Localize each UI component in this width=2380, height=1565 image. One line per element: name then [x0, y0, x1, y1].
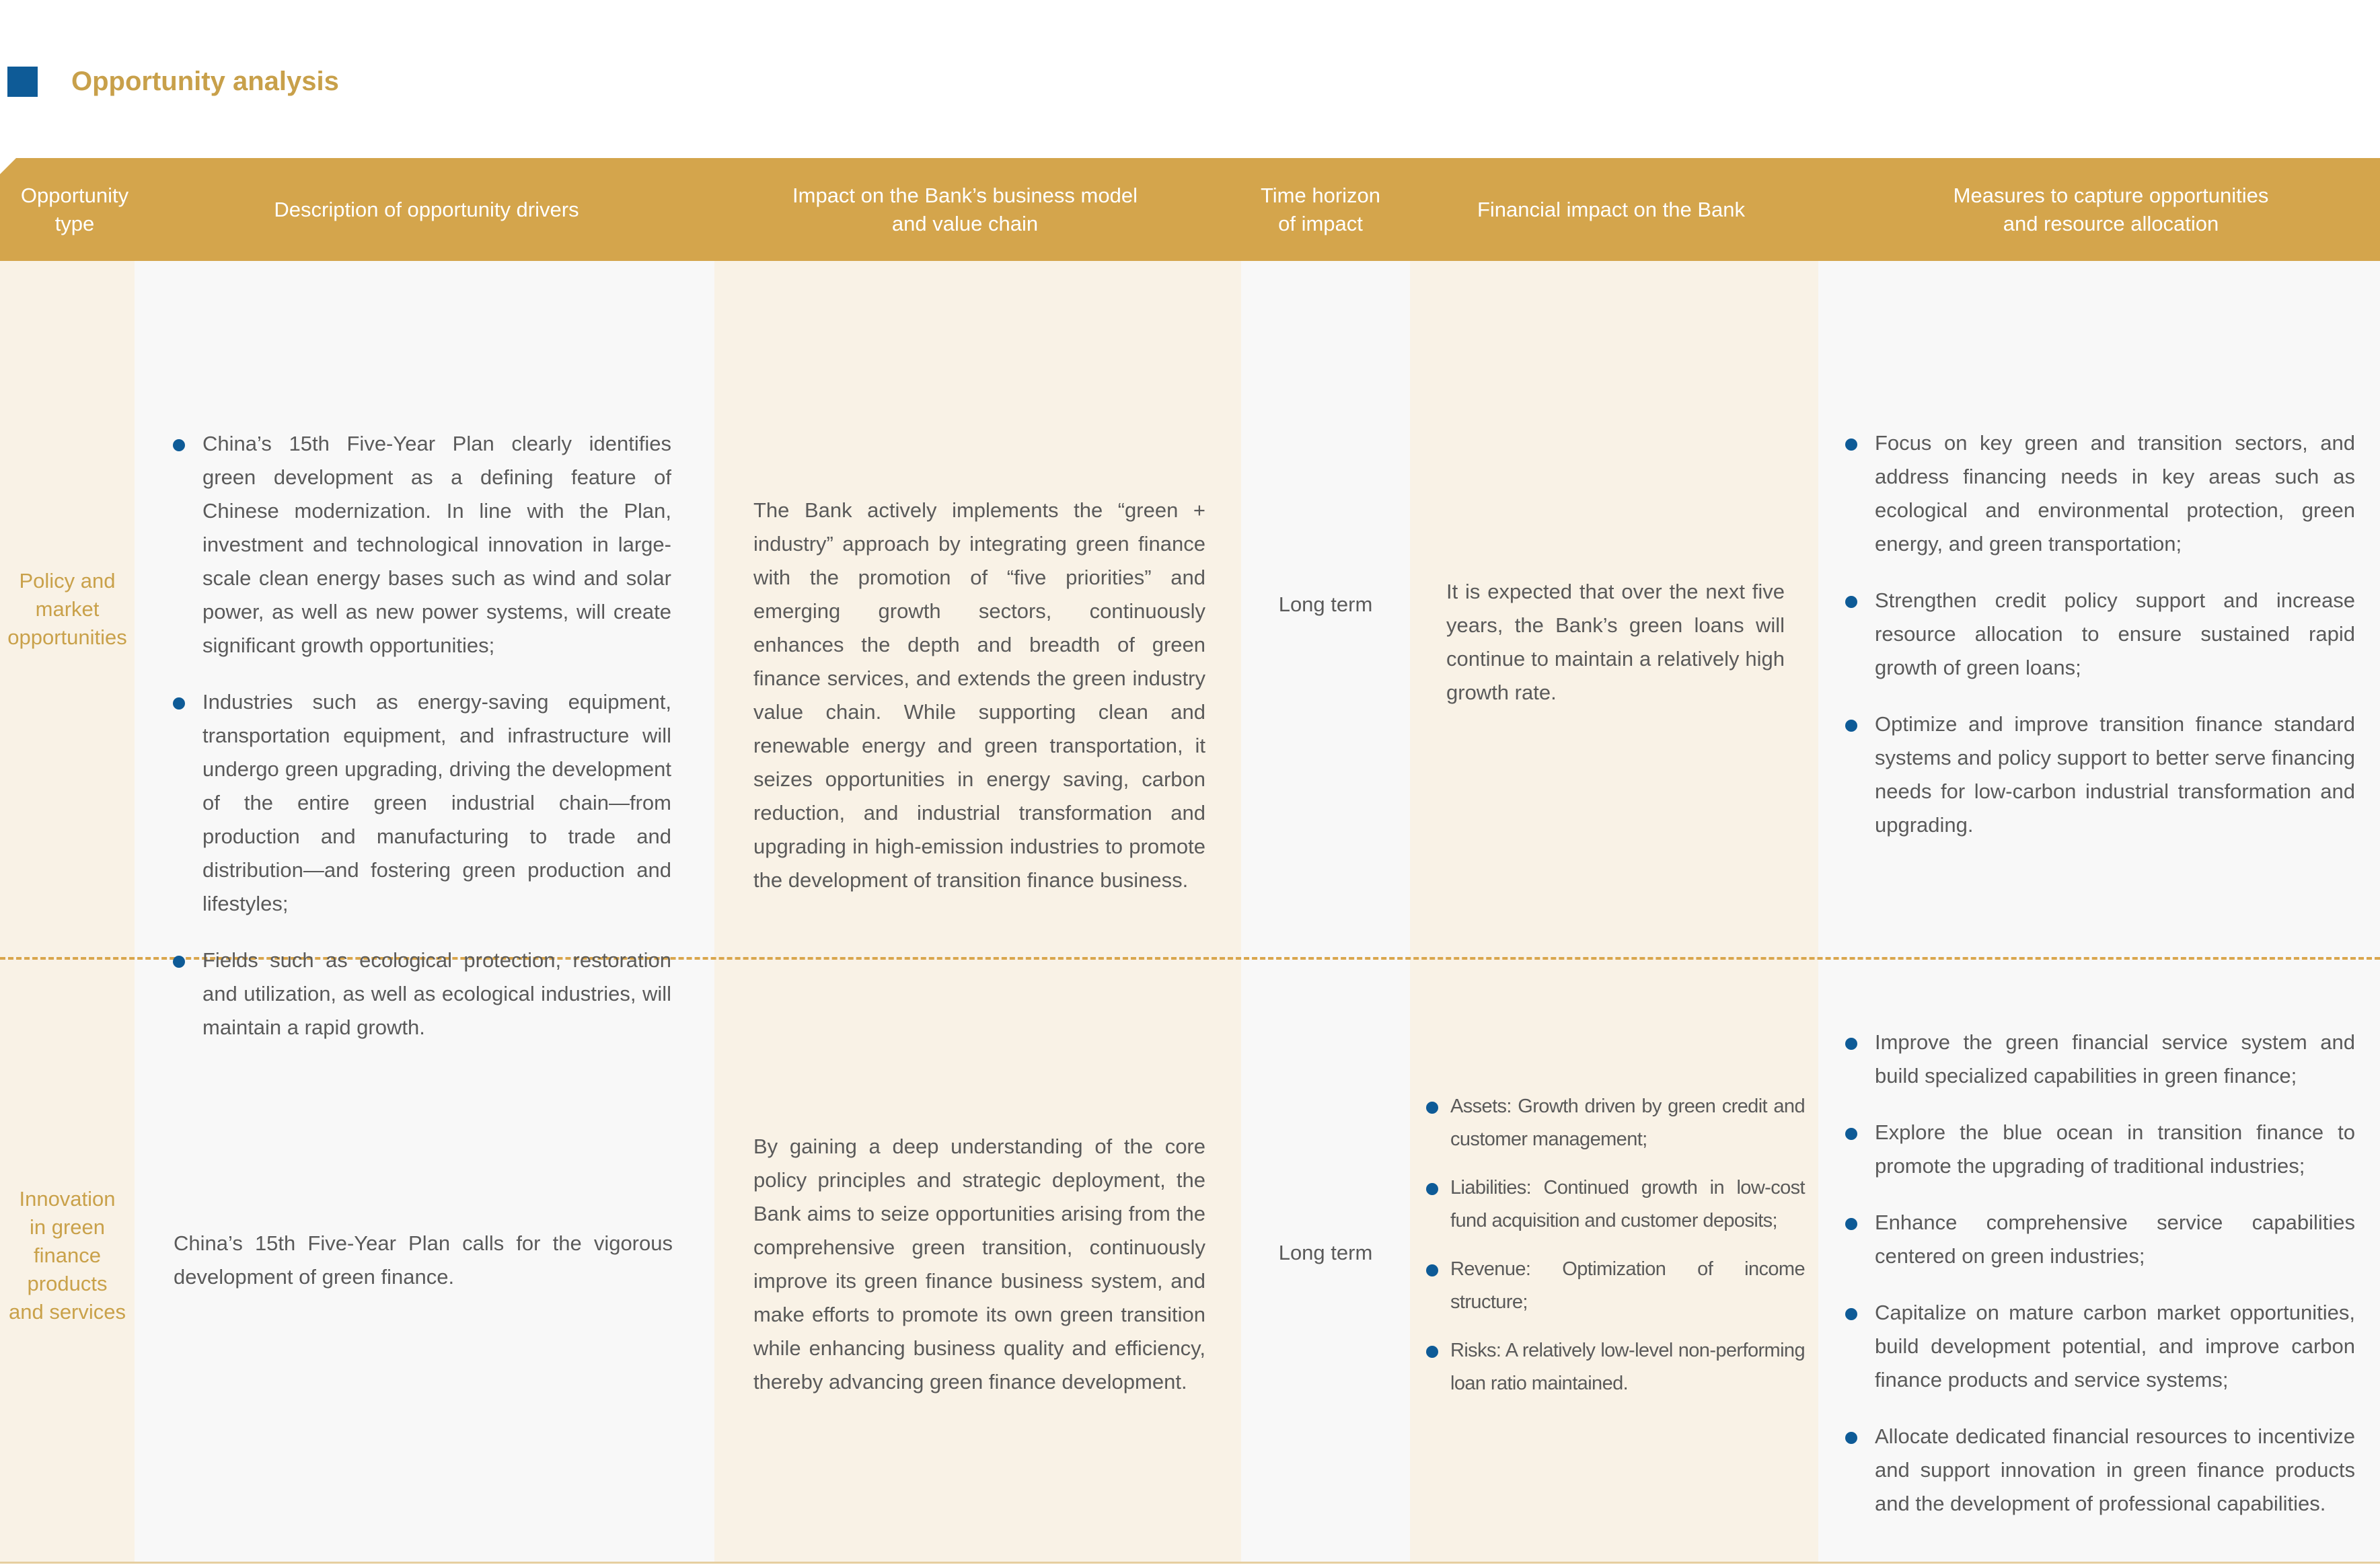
row2-horizon-cell [1241, 1237, 1410, 1269]
row2-impact-text: By gaining a deep understanding of the core policy principles and strategic deployment, the Bank aims to seize opportunities arising from the comprehensive green transition, continuously improve its green finance business system, and make efforts to promote its own green transition while enhancing business quality and efficiency, thereby advancing green finance development. [753, 1135, 1205, 1394]
row1-financial-cell [1446, 441, 1785, 844]
list-item: China’s 15th Five-Year Plan clearly identifies green development as a defining feature of Chinese modernization. In line with the Plan, investment and technological innovation in large-scale clean energy bases such as wind and solar power, as well as new power systems, will create significant growth opportunities; [172, 427, 671, 662]
bullet-icon [1426, 1183, 1438, 1195]
bullet-icon [1845, 1308, 1857, 1320]
list-item: Explore the blue ocean in transition finance to promote the upgrading of traditional industries; [1844, 1116, 2355, 1183]
list-item: Allocate dedicated financial resources to incentivize and support innovation in green finance products and the development of professional capabilities. [1844, 1420, 2355, 1521]
row2-drivers-cell [174, 1223, 673, 1297]
header-time-horizon: Time horizon of impact [1260, 183, 1381, 235]
row2-time-horizon: Long term [1278, 1241, 1373, 1264]
page-title: Opportunity analysis [71, 66, 339, 96]
list-item: Assets: Growth driven by green credit and customer management; [1425, 1090, 1805, 1156]
row1-time-horizon: Long term [1278, 593, 1373, 616]
bullet-icon [1845, 1218, 1857, 1230]
row2-financial-list [1425, 1090, 1805, 1416]
list-item: Capitalize on mature carbon market opportunities, build development potential, and improve carbon finance products and service systems; [1844, 1296, 2355, 1397]
list-item: Risks: A relatively low-level non-performing loan ratio maintained. [1425, 1334, 1805, 1400]
header-impact: Impact on the Bank’s business model and value chain [792, 183, 1138, 235]
col-bg-horizon [1241, 261, 1410, 1564]
row2-drivers-text: China’s 15th Five-Year Plan calls for the vigorous development of green finance. [174, 1231, 673, 1289]
table-bottom-rule [0, 1562, 2380, 1564]
list-item: Industries such as energy-saving equipment, transportation equipment, and infrastructure will undergo green upgrading, driving the development of the entire green industrial chain—from production and manufacturing to trade and distribution—and fostering green production and lifestyles; [172, 685, 671, 921]
opportunity-table [0, 158, 2380, 1564]
bullet-icon [1426, 1346, 1438, 1358]
row1-measures-list [1844, 426, 2355, 842]
bullet-icon [1845, 1038, 1857, 1050]
heading-marker [7, 67, 38, 97]
bullet-icon [1845, 596, 1857, 608]
bullet-icon [173, 697, 185, 710]
row1-measures-cell [1844, 402, 2355, 866]
header-financial-impact: Financial impact on the Bank [1477, 197, 1746, 221]
header-measures: Measures to capture opportunities and resource allocation [1953, 183, 2269, 235]
row1-drivers-list [172, 427, 671, 1044]
list-item: Focus on key green and transition sectors, and address financing needs in key areas such as ecological and environmental protection, green energy, and green transportation; [1844, 426, 2355, 561]
bullet-icon [1426, 1102, 1438, 1114]
bullet-icon [1426, 1264, 1438, 1276]
bullet-icon [173, 956, 185, 968]
row1-horizon-cell [1241, 588, 1410, 621]
list-item: Strengthen credit policy support and increase resource allocation to ensure sustained rapid growth of green loans; [1844, 584, 2355, 685]
list-item: Improve the green financial service system and build specialized capabilities in green finance; [1844, 1026, 2355, 1093]
section-heading [7, 65, 339, 98]
bullet-icon [1845, 1432, 1857, 1444]
row2-impact-cell [753, 1130, 1205, 1399]
row2-financial-cell [1425, 1096, 1805, 1394]
list-item: Enhance comprehensive service capabilities centered on green industries; [1844, 1206, 2355, 1273]
list-item: Optimize and improve transition finance standard systems and policy support to better serve financing needs for low-carbon industrial transformation and upgrading. [1844, 708, 2355, 842]
list-item: Liabilities: Continued growth in low-cost fund acquisition and customer deposits; [1425, 1172, 1805, 1237]
list-item: Fields such as ecological protection, restoration and utilization, as well as ecological industries, will maintain a rapid growth. [172, 944, 671, 1044]
bullet-icon [1845, 720, 1857, 732]
row1-financial-text: It is expected that over the next five years, the Bank’s green loans will continue to maintain a relatively high growth rate. [1446, 580, 1785, 704]
list-item: Revenue: Optimization of income structure; [1425, 1253, 1805, 1319]
header-opportunity-type: Opportunity type [20, 183, 129, 235]
row-type-policy-market: Policy and market opportunities [7, 569, 127, 649]
row1-drivers-cell [172, 427, 671, 1044]
header-drivers: Description of opportunity drivers [274, 197, 579, 221]
row-type-green-finance-innovation: Innovation in green finance products and services [8, 1187, 126, 1324]
row2-measures-list [1844, 1026, 2355, 1521]
bullet-icon [173, 439, 185, 451]
bullet-icon [1845, 1128, 1857, 1140]
col-bg-type [0, 261, 135, 1564]
row1-impact-cell [753, 406, 1205, 985]
row2-measures-cell [1844, 1001, 2355, 1545]
row1-impact-text: The Bank actively implements the “green + industry” approach by integrating green finance with the promotion of “five priorities” and emerging growth sectors, continuously enhances the depth and breadth of green finance services, and extends the green industry value chain. While supporting clean and renewable energy and green transportation, it seizes opportunities in energy saving, carbon reduction, and industrial transformation and upgrading in high-emission industries to promote the development of transition finance business. [753, 498, 1205, 892]
bullet-icon [1845, 438, 1857, 451]
